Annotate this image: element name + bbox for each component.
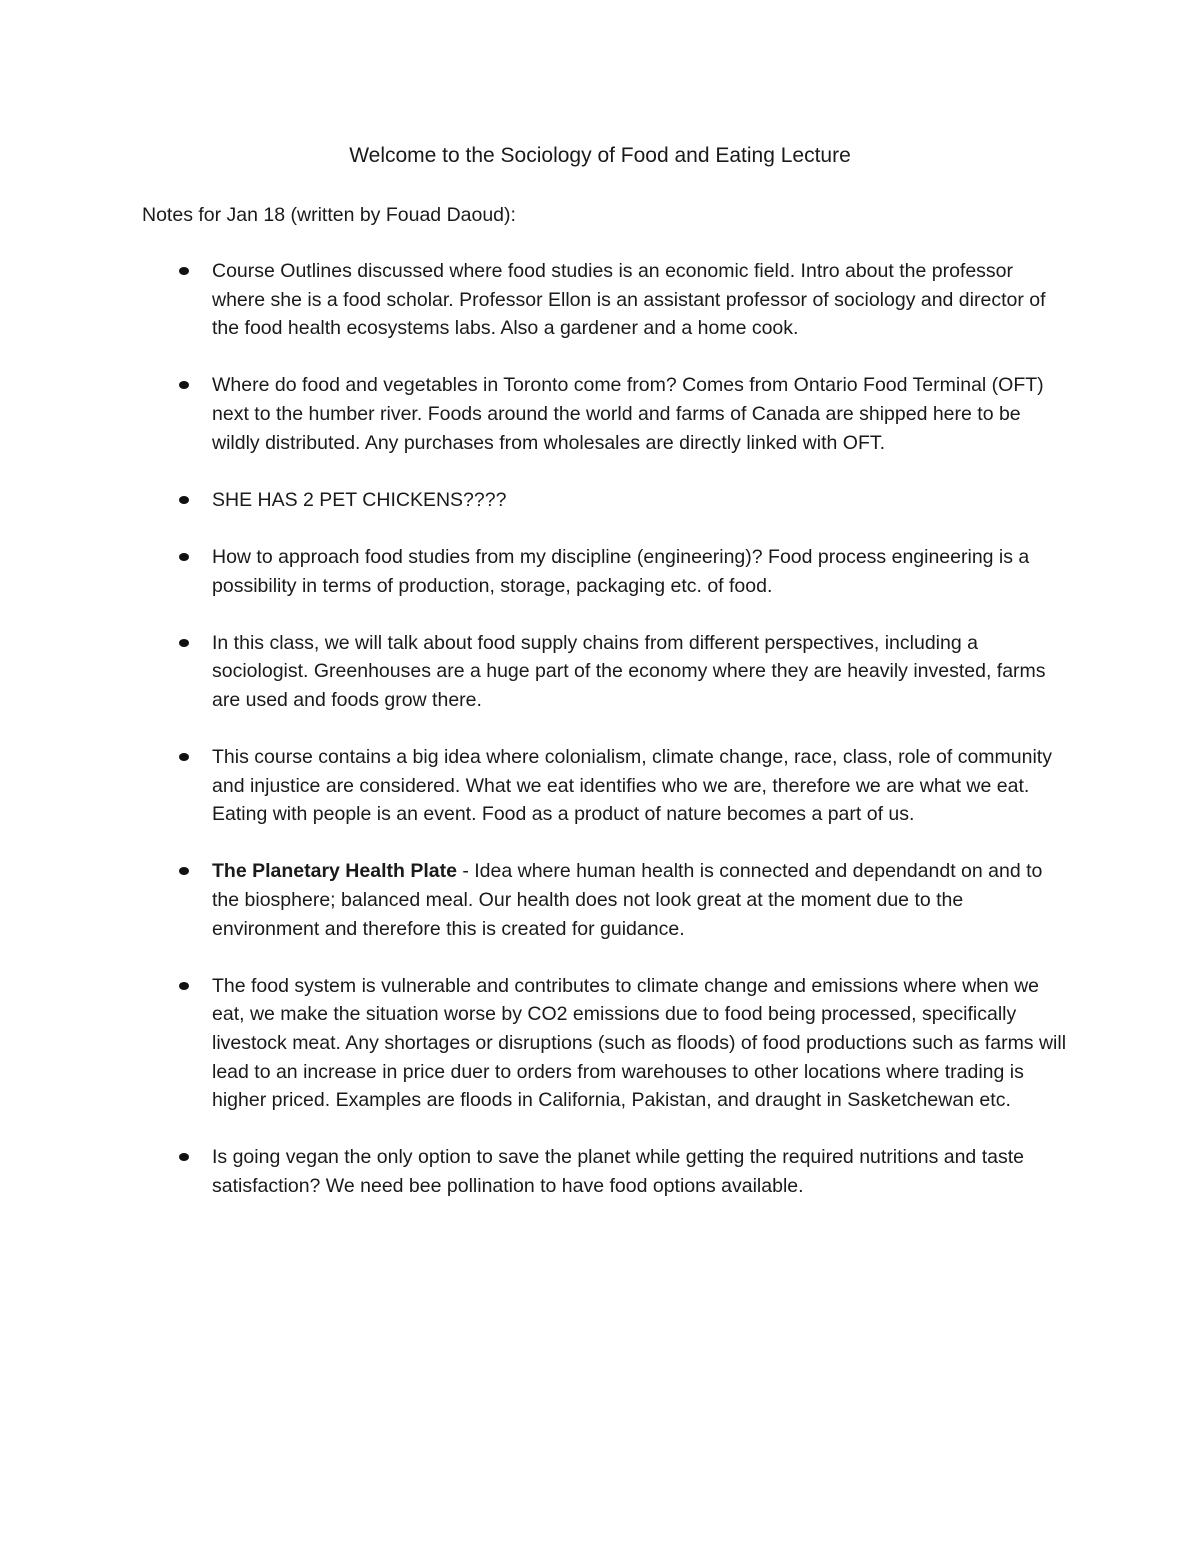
page-title: Welcome to the Sociology of Food and Eating Lecture xyxy=(349,144,851,167)
note-text: SHE HAS 2 PET CHICKENS???? xyxy=(212,488,507,511)
note-text: This course contains a big idea where colonialism, climate change, race, class, role of community and injustice are considered. What we eat identifies who we are, therefore we are what we eat. Eating with people is an event. Food as a product of nature becomes a part of us. xyxy=(212,746,1052,826)
bullet-icon xyxy=(179,639,189,647)
bullet-icon xyxy=(179,1153,189,1161)
bullet-icon xyxy=(179,982,189,990)
notes-list xyxy=(0,257,1200,1229)
bullet-icon xyxy=(179,753,189,761)
bullet-icon xyxy=(179,381,189,389)
list-item xyxy=(0,629,1067,715)
list-item xyxy=(0,857,1067,943)
bullet-icon xyxy=(179,553,189,561)
note-text: - Idea where human health is connected and dependandt on and to the biosphere; balanced meal. Our health does not look great at the moment due to the environment and therefore this is created for guidance. xyxy=(212,860,1043,940)
note-text: How to approach food studies from my discipline (engineering)? Food process engineering is a possibility in terms of production, storage, packaging etc. of food. xyxy=(212,545,1030,597)
list-item xyxy=(0,486,1067,515)
list-item xyxy=(0,1143,1067,1200)
notes-heading: Notes for Jan 18 (written by Fouad Daoud): xyxy=(142,204,516,226)
bullet-icon xyxy=(179,496,189,504)
note-bold-term: The Planetary Health Plate xyxy=(212,860,457,883)
note-text: In this class, we will talk about food supply chains from different perspectives, including a sociologist. Greenhouses are a huge part of the economy where they are heavily invested, farms are used and foods grow there. xyxy=(212,631,1046,711)
bullet-icon xyxy=(179,267,189,275)
note-text: Where do food and vegetables in Toronto come from? Comes from Ontario Food Terminal (OFT) next to the humber river. Foods around the world and farms of Canada are shipped here to be wildly distributed. Any purchases from wholesales are directly linked with OFT. xyxy=(212,374,1044,454)
list-item xyxy=(0,543,1067,600)
list-item xyxy=(0,371,1067,457)
list-item xyxy=(0,972,1067,1115)
list-item xyxy=(0,743,1067,829)
list-item xyxy=(0,257,1067,343)
bullet-icon xyxy=(179,867,189,875)
note-text: The food system is vulnerable and contributes to climate change and emissions where when we eat, we make the situation worse by CO2 emissions due to food being processed, specifically livestock meat. Any shortages or disruptions (such as floods) of food productions such as farms will lead to an increase in price duer to orders from warehouses to other locations where trading is higher priced. Examples are floods in California, Pakistan, and draught in Sasketchewan etc. xyxy=(212,974,1067,1112)
note-text: Course Outlines discussed where food studies is an economic field. Intro about the professor where she is a food scholar. Professor Ellon is an assistant professor of sociology and director of the food health ecosystems labs. Also a gardener and a home cook. xyxy=(212,260,1046,340)
note-text: Is going vegan the only option to save the planet while getting the required nutritions and taste satisfaction? We need bee pollination to have food options available. xyxy=(212,1146,1024,1197)
